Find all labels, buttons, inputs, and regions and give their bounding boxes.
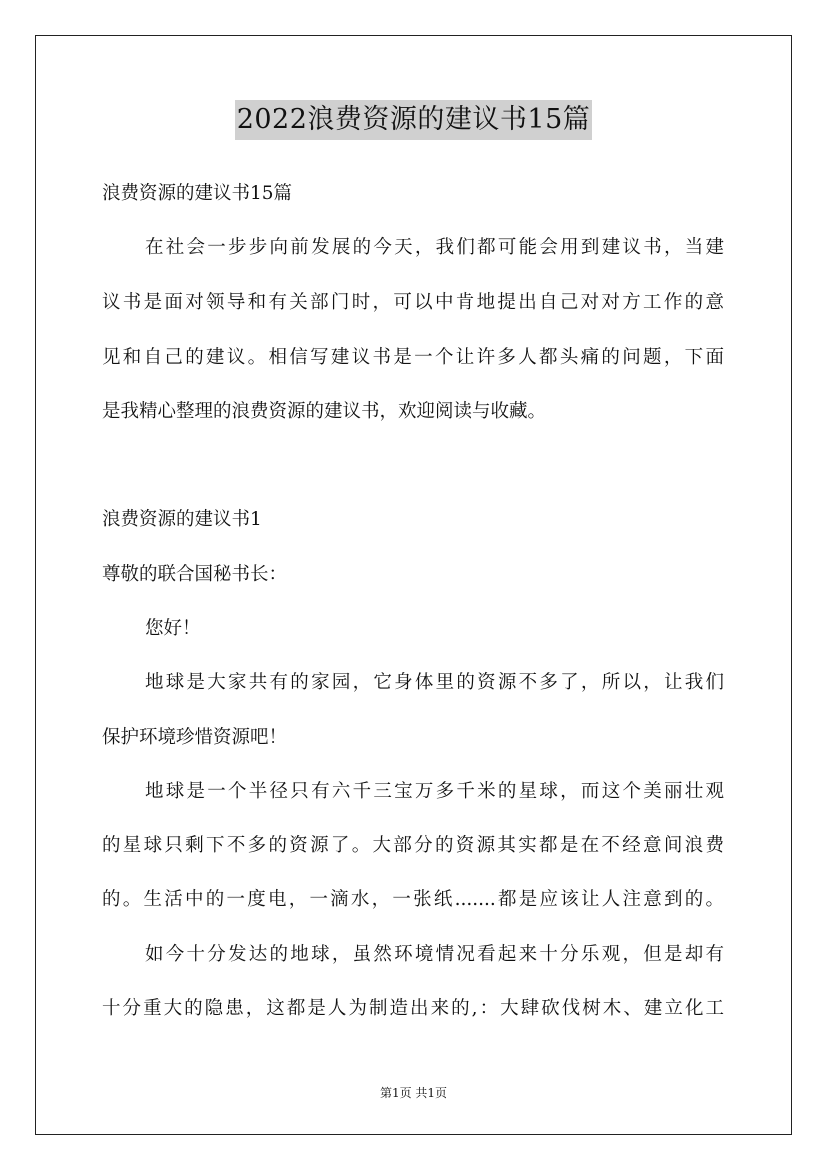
para2-line-2: 的星球只剩下不多的资源了。大部分的资源其实都是在不经意间浪费 bbox=[102, 835, 724, 856]
para2-line-1: 地球是一个半径只有六千三宝万多千米的星球，而这个美丽壮观 bbox=[145, 781, 724, 802]
document-subtitle: 浪费资源的建议书15篇 bbox=[102, 183, 293, 204]
para3-line-1: 如今十分发达的地球，虽然环境情况看起来十分乐观，但是却有 bbox=[145, 944, 724, 965]
para1-line-2: 保护环境珍惜资源吧！ bbox=[102, 727, 288, 748]
salutation: 尊敬的联合国秘书长： bbox=[102, 564, 288, 585]
intro-line-2: 议书是面对领导和有关部门时，可以中肯地提出自己对对方工作的意 bbox=[102, 292, 724, 313]
para1-line-1: 地球是大家共有的家园，它身体里的资源不多了，所以，让我们 bbox=[145, 672, 724, 693]
document-title bbox=[0, 100, 827, 140]
greeting: 您好！ bbox=[145, 618, 201, 639]
section-heading: 浪费资源的建议书1 bbox=[102, 509, 262, 530]
para3-line-2: 十分重大的隐患，这都是人为制造出来的,：大肆砍伐树木、建立化工 bbox=[102, 998, 724, 1019]
document-title-text: 2022浪费资源的建议书15篇 bbox=[235, 100, 593, 140]
para2-line-3: 的。生活中的一度电，一滴水，一张纸.......都是应该让人注意到的。 bbox=[102, 889, 724, 910]
intro-line-3: 见和自己的建议。相信写建议书是一个让许多人都头痛的问题，下面 bbox=[102, 347, 724, 368]
page-footer: 第1页 共1页 bbox=[379, 1086, 448, 1100]
intro-line-4: 是我精心整理的浪费资源的建议书，欢迎阅读与收藏。 bbox=[102, 401, 547, 422]
intro-line-1: 在社会一步步向前发展的今天，我们都可能会用到建议书，当建 bbox=[145, 237, 724, 258]
